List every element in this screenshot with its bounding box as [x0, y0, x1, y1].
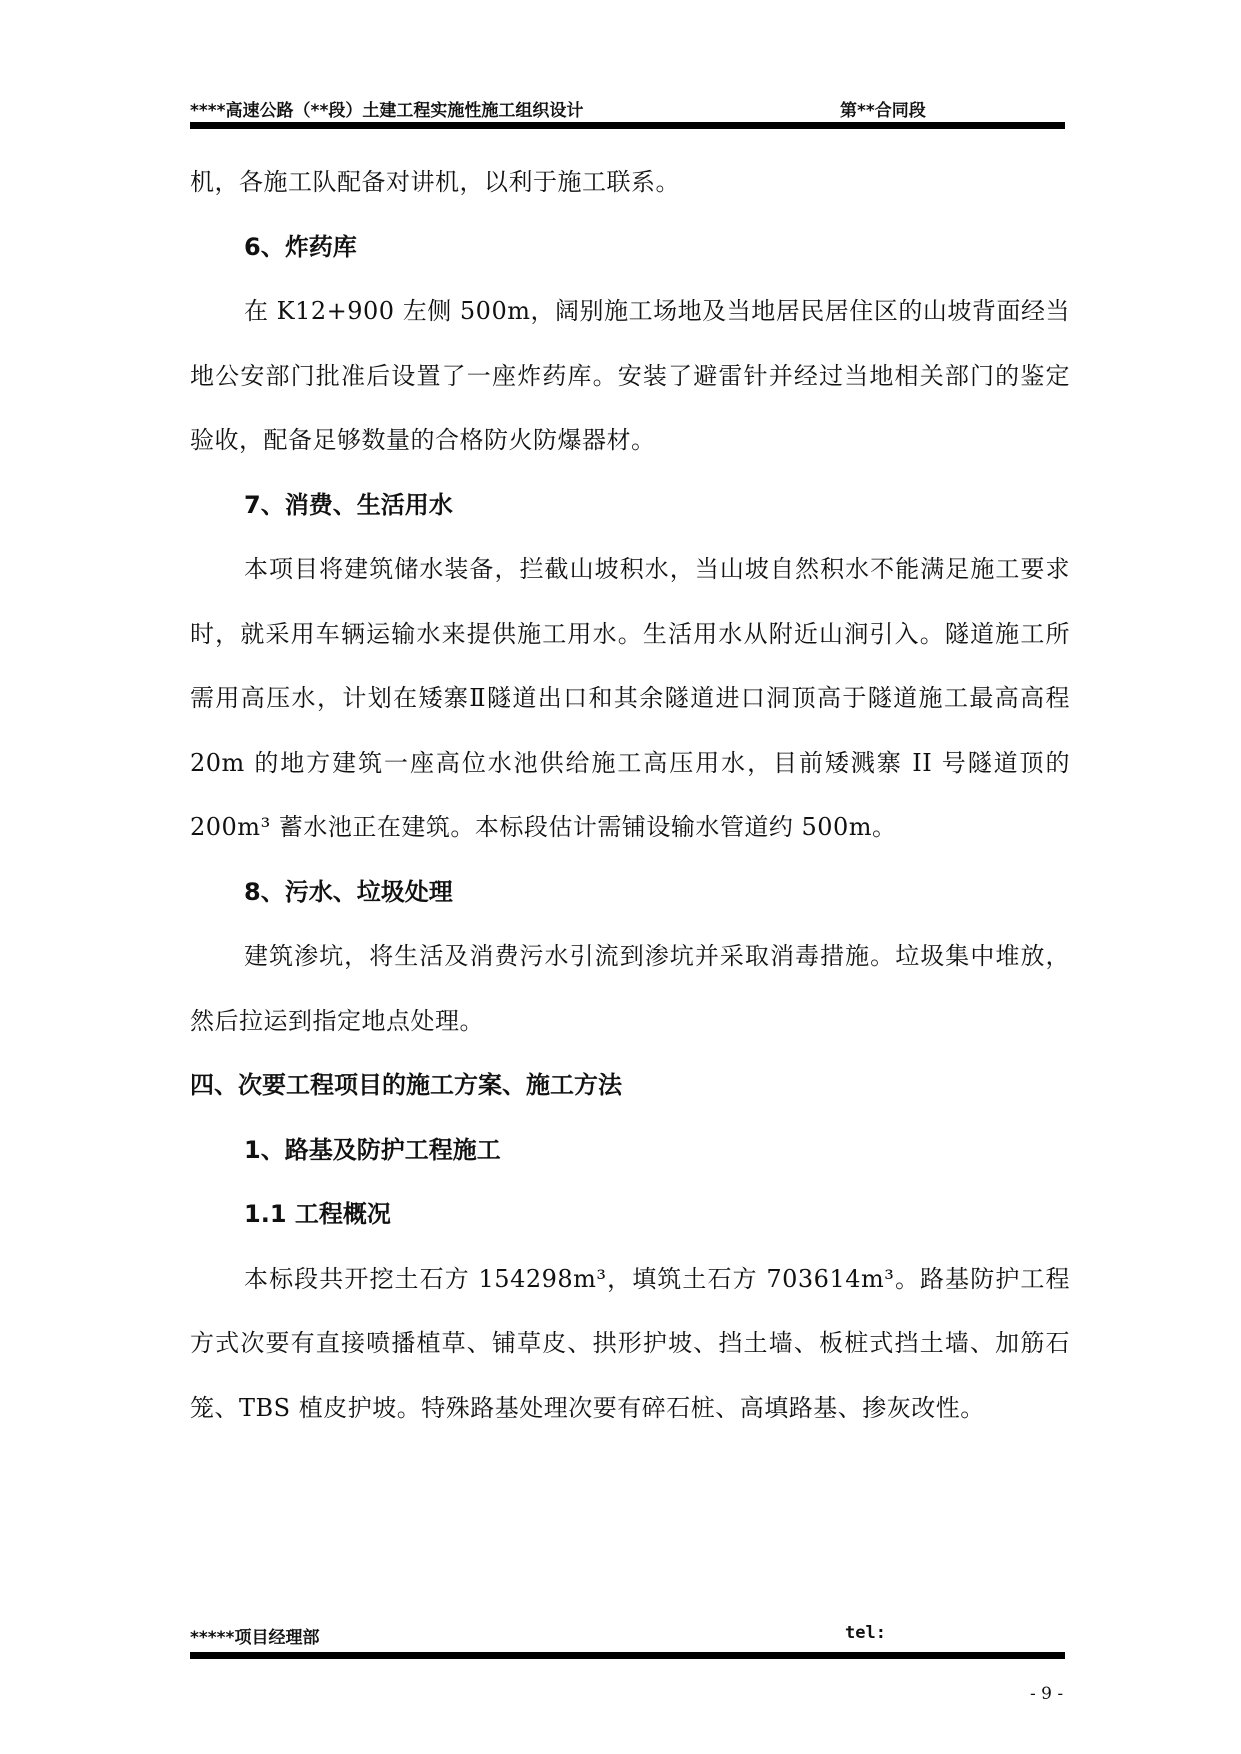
heading-sewage-waste: 8、污水、垃圾处理: [244, 877, 453, 906]
footer-department: *****项目经理部: [190, 1628, 320, 1648]
paragraph-sewage-waste: 建筑渗坑，将生活及消费污水引流到渗坑并采取消毒措施。垃圾集中堆放，然后拉运到指定地点处理。: [190, 942, 1070, 1035]
paragraph-continued: 机，各施工队配备对讲机，以利于施工联系。: [190, 168, 680, 196]
page-header: [190, 96, 1065, 120]
page-footer: [190, 1623, 1065, 1647]
heading-overview: 1.1 工程概况: [244, 1200, 391, 1228]
paragraph-water-use: 本项目将建筑储水装备，拦截山坡积水，当山坡自然积水不能满足施工要求时，就采用车辆运输水来提供施工用水。生活用水从附近山涧引入。隧道施工所需用高压水，计划在矮寨Ⅱ隧道出口和其余隧道进口洞顶高于隧道施工最高高程 20m 的地方建筑一座高位水池供给施工高压用水，目前矮溅寨 II 号隧道顶的 200m³ 蓄水池正在建筑。本标段估计需铺设输水管道约 500m。: [190, 555, 1070, 841]
heading-roadbed: 1、路基及防护工程施工: [244, 1135, 501, 1164]
page-number: - 9 -: [1030, 1684, 1064, 1704]
paragraph-explosives-depot: 在 K12+900 左侧 500m，阔别施工场地及当地居民居住区的山坡背面经当地公安部门批准后设置了一座炸药库。安装了避雷针并经过当地相关部门的鉴定验收，配备足够数量的合格防火防爆器材。: [190, 297, 1070, 454]
heading-section-four: 四、次要工程项目的施工方案、施工方法: [190, 1071, 622, 1099]
footer-tel: tel:: [845, 1623, 886, 1643]
header-title: ****高速公路（**段）土建工程实施性施工组织设计: [190, 101, 584, 121]
heading-water-use: 7、消费、生活用水: [244, 490, 453, 519]
header-rule: [190, 122, 1065, 129]
header-section: 第**合同段: [840, 101, 926, 121]
heading-explosives-depot: 6、炸药库: [244, 232, 357, 261]
paragraph-overview: 本标段共开挖土石方 154298m³，填筑土石方 703614m³。路基防护工程方式次要有直接喷播植草、铺草皮、拱形护坡、挡土墙、板桩式挡土墙、加筋石笼、TBS 植皮护坡。特殊路基处理次要有碎石桩、高填路基、掺灰改性。: [190, 1264, 1070, 1422]
document-body: [190, 150, 1070, 1440]
footer-rule: [190, 1652, 1065, 1659]
